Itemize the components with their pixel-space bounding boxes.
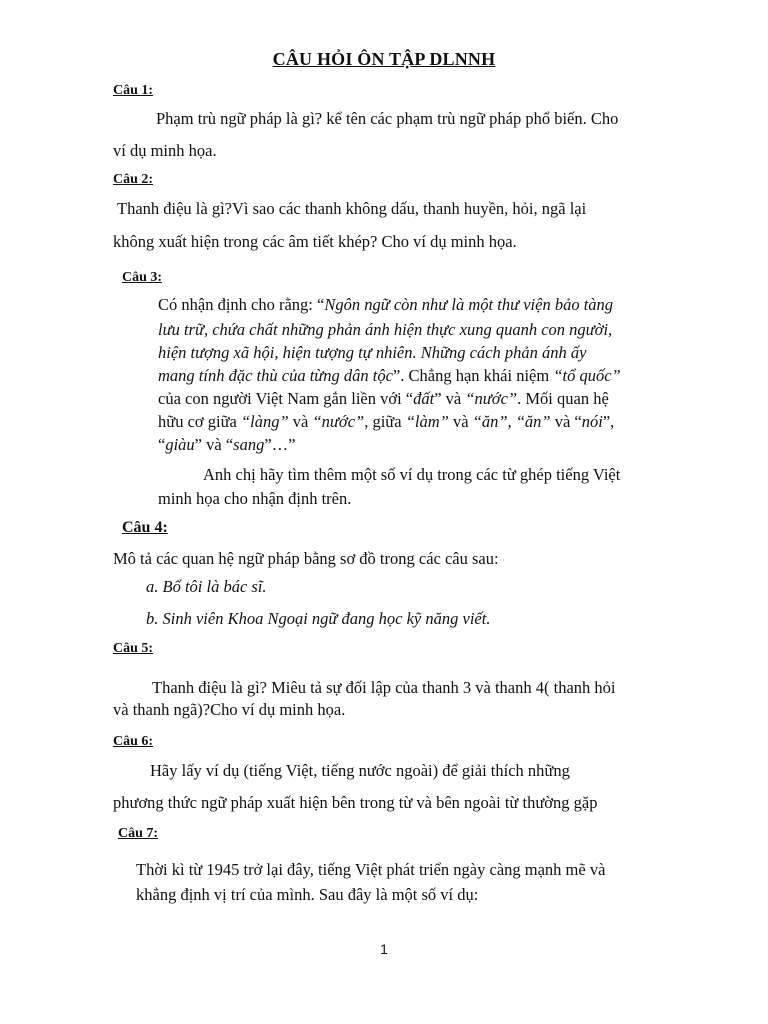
question-4-item-a: a. Bố tôi là bác sĩ. xyxy=(146,577,267,596)
question-1-label: Câu 1: xyxy=(113,83,154,98)
question-3-text-line-6: hữu cơ giữa “làng” và “nước”, giữa “làm” và “ăn”, “ăn” và “nói”, xyxy=(158,412,615,431)
question-3-prompt-line-1: Anh chị hãy tìm thêm một số ví dụ trong các từ ghép tiếng Việt xyxy=(203,465,621,484)
question-2-text-line-1: Thanh điệu là gì?Vì sao các thanh không dấu, thanh huyền, hỏi, ngã lại xyxy=(117,199,587,218)
question-7-text-line-2: khẳng định vị trí của mình. Sau đây là một số ví dụ: xyxy=(136,885,479,904)
question-4-label: Câu 4: xyxy=(122,519,168,536)
question-3-text-line-1: Có nhận định cho rằng: “Ngôn ngữ còn như là một thư viện bảo tàng xyxy=(158,295,614,314)
question-4-text: Mô tả các quan hệ ngữ pháp bằng sơ đồ trong các câu sau: xyxy=(113,549,499,568)
question-3-prompt-line-2: minh họa cho nhận định trên. xyxy=(158,489,352,508)
question-3-text-line-7: “giàu” và “sang”…” xyxy=(158,435,296,454)
question-3-text-line-5: của con người Việt Nam gắn liền với “đất” và “nước”. Mối quan hệ xyxy=(158,389,609,408)
question-6-label: Câu 6: xyxy=(113,734,154,749)
page-number: 1 xyxy=(380,941,388,957)
question-6-text-line-2: phương thức ngữ pháp xuất hiện bên trong từ và bên ngoài từ thường gặp xyxy=(113,793,598,812)
question-3-label: Câu 3: xyxy=(122,270,163,285)
question-6-text-line-1: Hãy lấy ví dụ (tiếng Việt, tiếng nước ngoài) để giải thích những xyxy=(150,761,570,780)
page-title: CÂU HỎI ÔN TẬP DLNNH xyxy=(272,49,496,69)
question-4-item-b: b. Sinh viên Khoa Ngoại ngữ đang học kỹ năng viết. xyxy=(146,609,491,628)
question-1-text-line-1: Phạm trù ngữ pháp là gì? kể tên các phạm trù ngữ pháp phổ biến. Cho xyxy=(156,109,619,128)
question-1-text-line-2: ví dụ minh họa. xyxy=(113,141,217,160)
question-3-text-line-4: mang tính đặc thù của từng dân tộc”. Chẳng hạn khái niệm “tổ quốc” xyxy=(158,366,621,385)
question-3-text-line-2: lưu trữ, chứa chất những phản ánh hiện thực xung quanh con người, xyxy=(158,320,613,339)
question-5-text-line-2: và thanh ngã)?Cho ví dụ minh họa. xyxy=(113,700,346,719)
question-3-text-line-3: hiện tượng xã hội, hiện tượng tự nhiên. Những cách phản ánh ấy xyxy=(158,343,587,362)
question-2-label: Câu 2: xyxy=(113,172,154,187)
question-5-label: Câu 5: xyxy=(113,641,154,656)
question-7-text-line-1: Thời kì từ 1945 trở lại đây, tiếng Việt phát triển ngày càng mạnh mẽ và xyxy=(136,860,606,879)
question-5-text-line-1: Thanh điệu là gì? Miêu tả sự đối lập của thanh 3 và thanh 4( thanh hỏi xyxy=(152,678,616,697)
question-7-label: Câu 7: xyxy=(118,826,159,841)
question-2-text-line-2: không xuất hiện trong các âm tiết khép? Cho ví dụ minh họa. xyxy=(113,232,517,251)
